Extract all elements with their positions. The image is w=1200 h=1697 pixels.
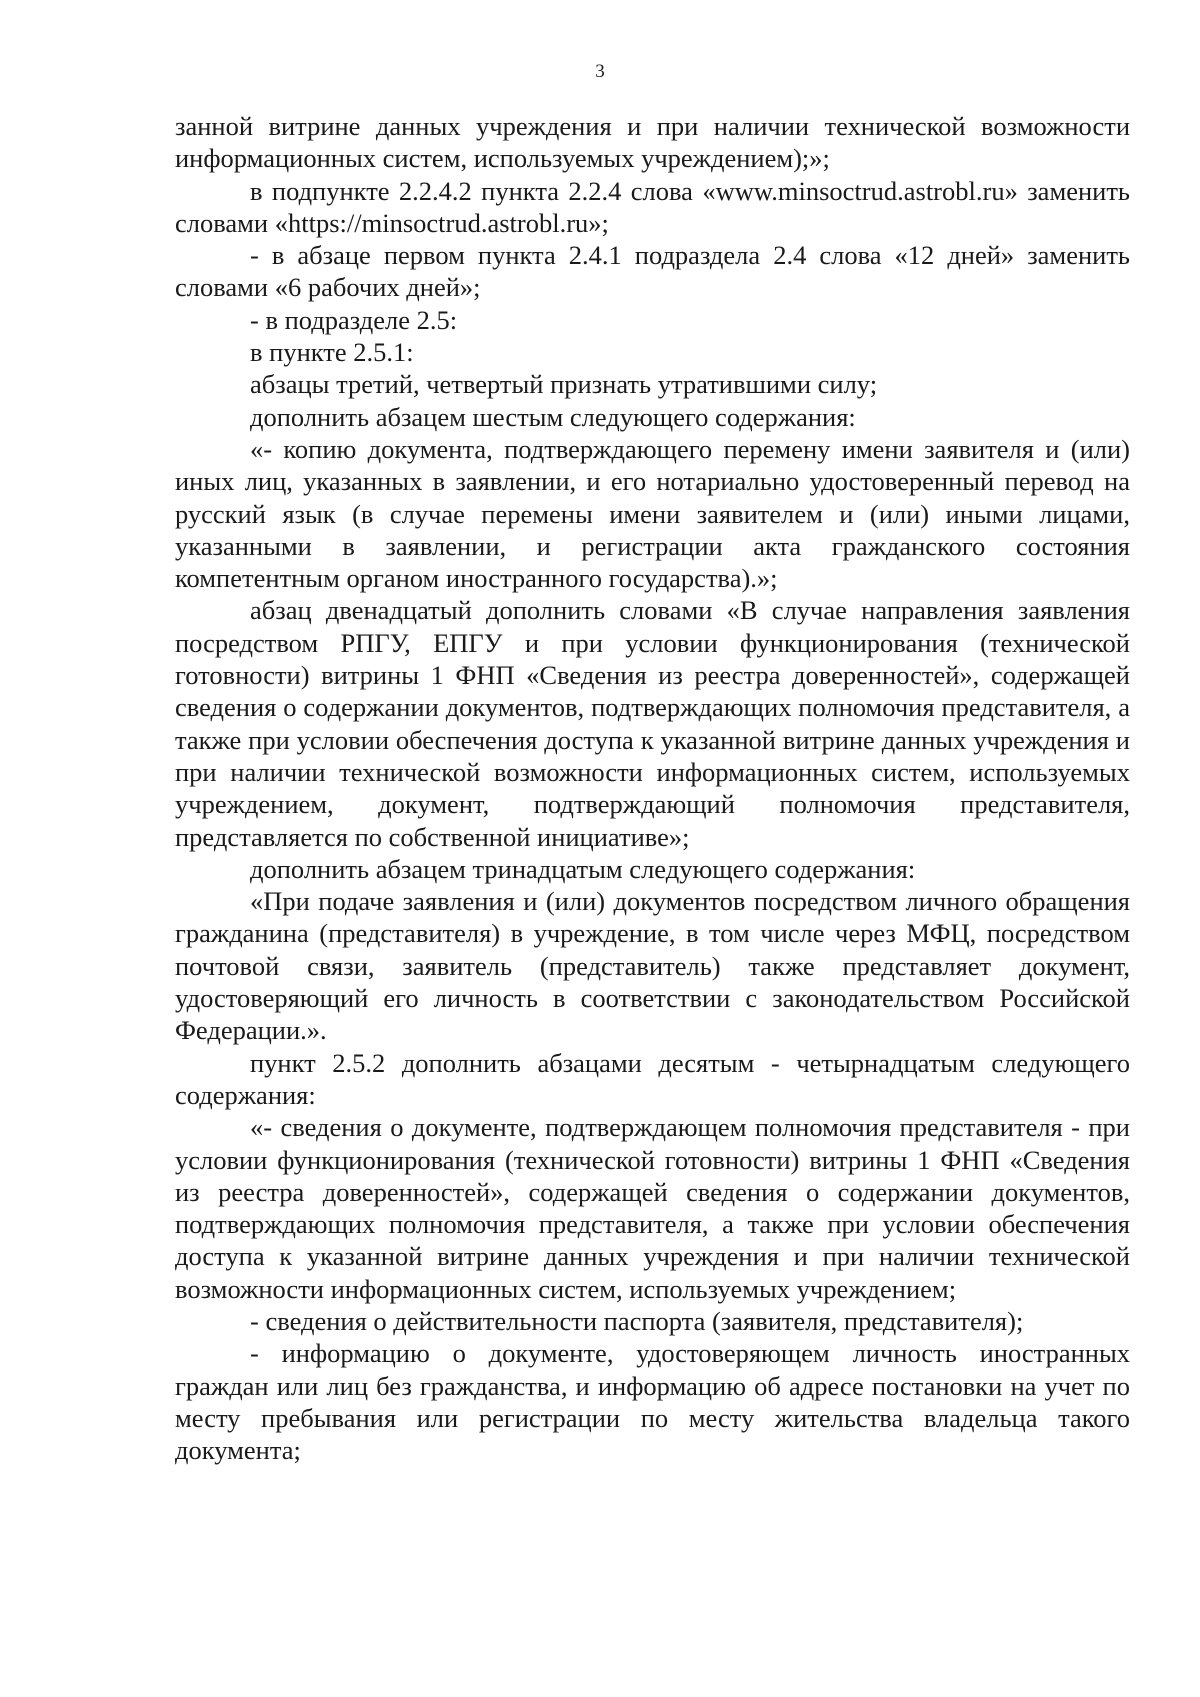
paragraph: - в абзаце первом пункта 2.4.1 подраздела 2.4 слова «12 дней» заменить словами «6 рабочих дней»; (175, 240, 1130, 303)
paragraph: «При подаче заявления и (или) документов посредством личного обращения гражданина (представителя) в учреждение, в том числе через МФЦ, посредством почтовой связи, заявитель (представитель) также представляет документ, удостоверяющий его личность в соответствии с законодательством Российской Федерации.». (175, 886, 1130, 1046)
paragraph: в подпункте 2.2.4.2 пункта 2.2.4 слова «www.minsoctrud.astrobl.ru» заменить словами «https://minsoctrud.astrobl.ru»; (175, 175, 1130, 238)
document-body (175, 110, 1130, 1466)
paragraph: «- копию документа, подтверждающего перемену имени заявителя и (или) иных лиц, указанных в заявлении, и его нотариально удостоверенный перевод на русский язык (в случае перемены имени заявителем и (или) иными лицами, указанными в заявлении, и регистрации акта гражданского состояния компетентным органом иностранного государства).»; (175, 433, 1130, 594)
paragraph: абзацы третий, четвертый признать утратившими силу; (250, 369, 878, 400)
paragraph: дополнить абзацем тринадцатым следующего содержания: (250, 853, 916, 884)
paragraph: дополнить абзацем шестым следующего содержания: (250, 401, 856, 432)
paragraph: пункт 2.5.2 дополнить абзацами десятым - четырнадцатым следующего содержания: (175, 1047, 1130, 1110)
page-number: 3 (595, 61, 605, 82)
paragraph: - сведения о действительности паспорта (заявителя, представителя); (250, 1305, 1024, 1336)
paragraph: - информацию о документе, удостоверяющем личность иностранных граждан или лиц без гражданства, и информацию об адресе постановки на учет по месту пребывания или регистрации по месту жительства владельца такого документа; (175, 1338, 1130, 1466)
paragraph: в пункте 2.5.1: (250, 337, 414, 368)
paragraph: абзац двенадцатый дополнить словами «В случае направления заявления посредством РПГУ, ЕПГУ и при условии функционирования (технической готовности) витрины 1 ФНП «Сведения из реестра доверенностей», содержащей сведения о содержании документов, подтверждающих полномочия представителя, а также при условии обеспечения доступа к указанной витрине данных учреждения и при наличии технической возможности информационных систем, используемых учреждением, документ, подтверждающий полномочия представителя, представляется по собственной инициативе»; (175, 595, 1130, 852)
paragraph: - в подразделе 2.5: (250, 304, 458, 335)
paragraph: занной витрине данных учреждения и при наличии технической возможности информационных систем, используемых учреждением);»; (175, 111, 1130, 174)
paragraph: «- сведения о документе, подтверждающем полномочия представителя - при условии функционирования (технической готовности) витрины 1 ФНП «Сведения из реестра доверенностей», содержащей сведения о содержании документов, подтверждающих полномочия представителя, а также при условии обеспечения доступа к указанной витрине данных учреждения и при наличии технической возможности информационных систем, используемых учреждением; (175, 1112, 1130, 1304)
